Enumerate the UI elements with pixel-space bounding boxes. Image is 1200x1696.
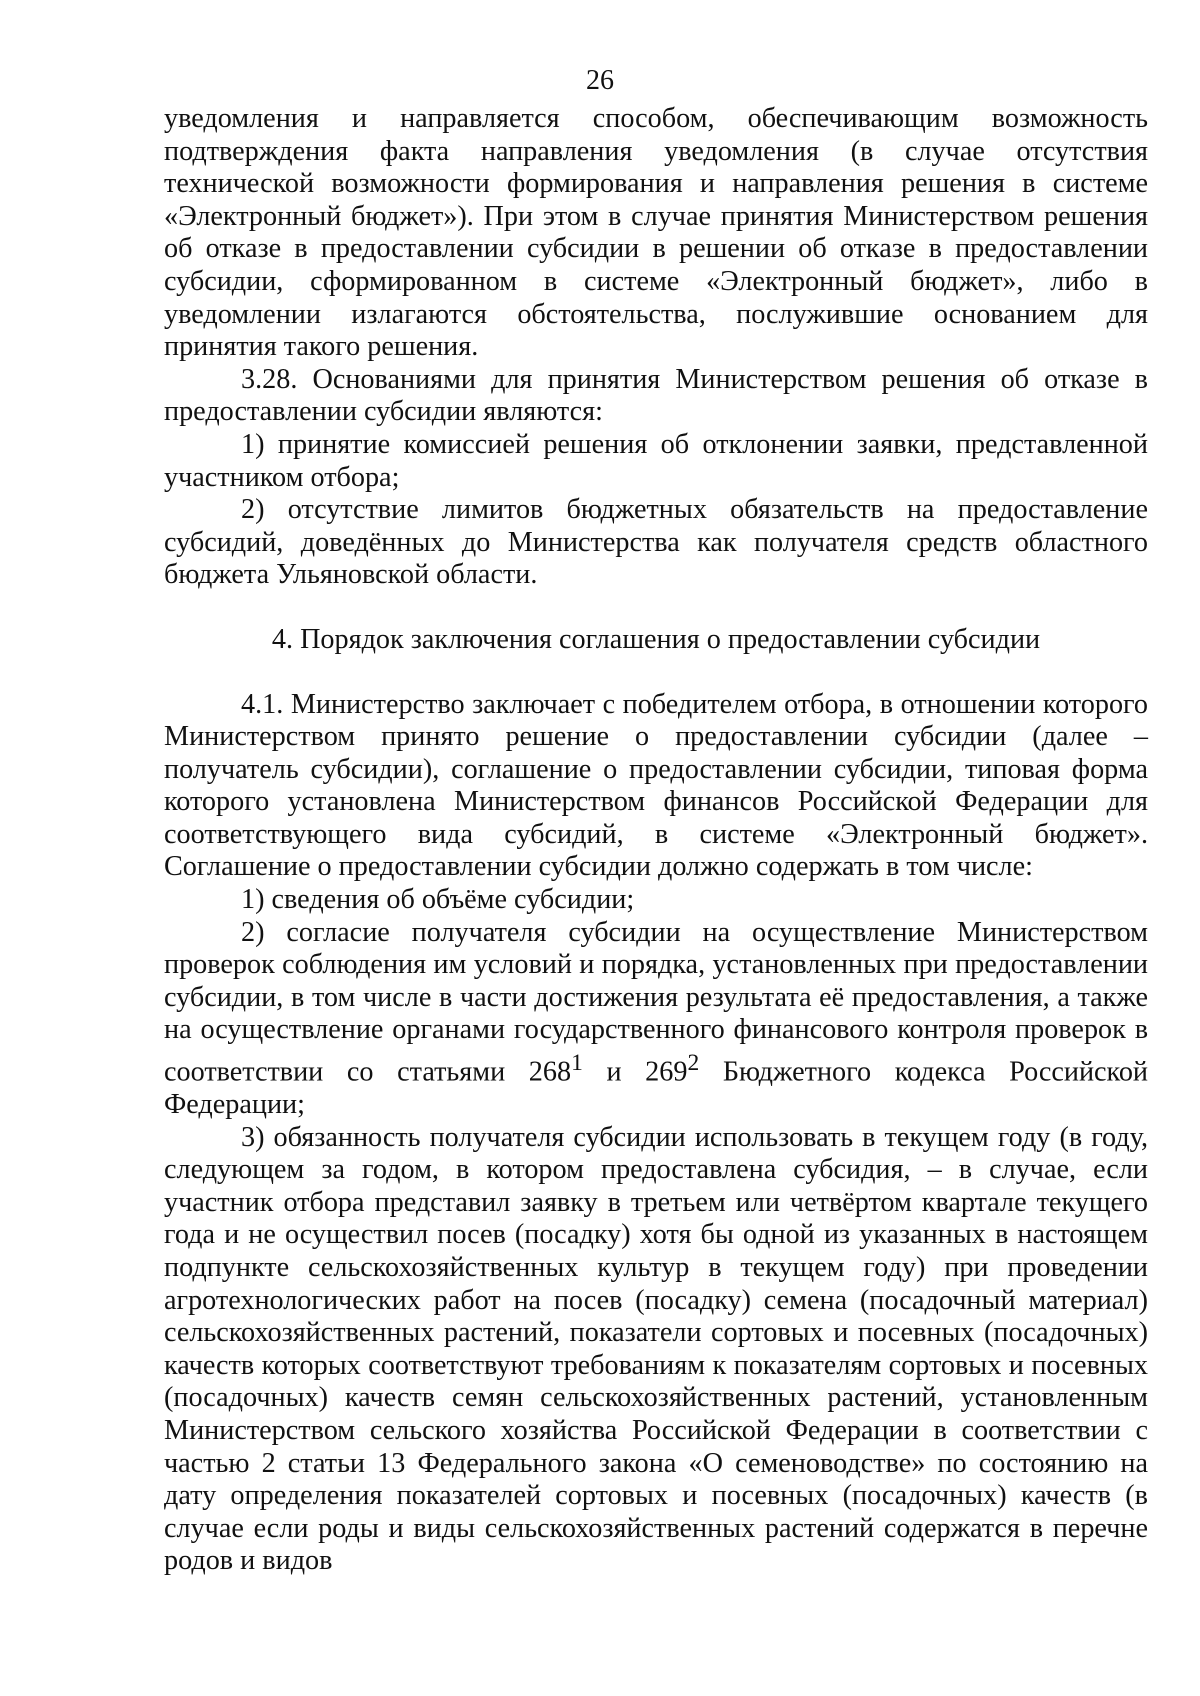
article-superscript-2: 2 (687, 1050, 700, 1077)
page-number: 26 (586, 65, 614, 96)
paragraph-4-1-item-1: 1) сведения об объёме субсидии; (241, 884, 635, 916)
paragraph-4-1-item-2 (164, 917, 1148, 1122)
item-2-text-part-2: и 269 (582, 1056, 688, 1088)
document-body (164, 103, 1148, 1578)
section-heading-4: 4. Порядок заключения соглашения о предоставлении субсидии (271, 623, 1041, 655)
paragraph-4-1: 4.1. Министерство заключает с победителем отбора, в отношении которого Министерством принято решение о предоставлении субсидии (далее – получатель субсидии), соглашение о предоставлении субсидии, типовая форма которого установлена Министерством финансов Российской Федерации для соответствующего вида субсидий, в системе «Электронный бюджет». Соглашение о предоставлении субсидии должно содержать в том числе: (164, 688, 1148, 883)
paragraph-3-28: 3.28. Основаниями для принятия Министерством решения об отказе в предоставлении субсидии являются: (164, 363, 1148, 428)
paragraph-notification: уведомления и направляется способом, обеспечивающим возможность подтверждения факта направления уведомления (в случае отсутствия технической возможности формирования и направления решения в системе «Электронный бюджет»). При этом в случае принятия Министерством решения об отказе в предоставлении субсидии в решении об отказе в предоставлении субсидии, сформированном в системе «Электронный бюджет», либо в уведомлении излагаются обстоятельства, послужившие основанием для принятия такого решения. (164, 103, 1148, 363)
paragraph-3-28-item-1: 1) принятие комиссией решения об отклонении заявки, представленной участником отбора; (164, 428, 1148, 493)
item-2-text-part-3: Бюджетного кодекса Российской Федерации; (164, 1056, 1149, 1121)
article-superscript-1: 1 (571, 1050, 583, 1077)
paragraph-3-28-item-2: 2) отсутствие лимитов бюджетных обязательств на предоставление субсидий, доведённых до Министерства как получателя средств областного бюджета Ульяновской области. (164, 494, 1148, 591)
paragraph-4-1-item-3: 3) обязанность получателя субсидии использовать в текущем году (в году, следующем за годом, в котором предоставлена субсидия, – в случае, если участник отбора представил заявку в третьем или четвёртом квартале текущего года и не осуществил посев (посадку) хотя бы одной из указанных в настоящем подпункте сельскохозяйственных культур в текущем году) при проведении агротехнологических работ на посев (посадку) семена (посадочный материал) сельскохозяйственных растений, показатели сортовых и посевных (посадочных) качеств которых соответствуют требованиям к показателям сортовых и посевных (посадочных) качеств семян сельскохозяйственных растений, установленным Министерством сельского хозяйства Российской Федерации в соответствии с частью 2 статьи 13 Федерального закона «О семеноводстве» по состоянию на дату определения показателей сортовых и посевных (посадочных) качеств (в случае если роды и виды сельскохозяйственных растений содержатся в перечне родов и видов (164, 1121, 1148, 1577)
item-2-text-part-1: 2) согласие получателя субсидии на осуществление Министерством проверок соблюдения им условий и порядка, установленных при предоставлении субсидии, в том числе в части достижения результата её предоставления, а также на осуществление органами государственного финансового контроля проверок в соответствии со статьями 268 (164, 916, 1148, 1088)
